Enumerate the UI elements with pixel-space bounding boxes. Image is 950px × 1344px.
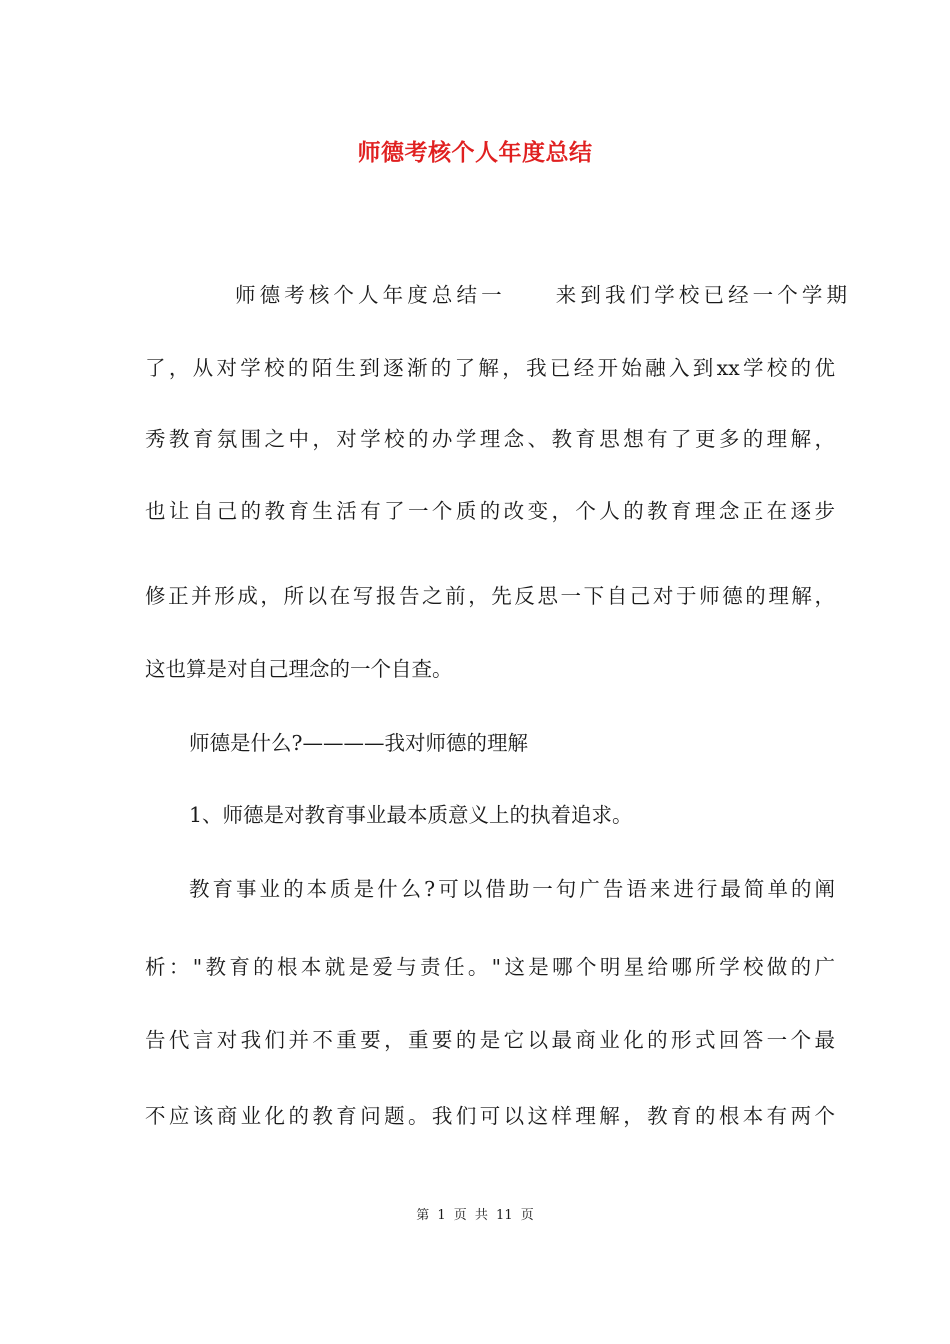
page-number: 第 1 页 共 11 页 [416,1208,534,1223]
paragraph-line-8: 告代言对我们并不重要，重要的是它以最商业化的形式回答一个最 [145,1028,835,1052]
paragraph-line-3: 也让自己的教育生活有了一个质的改变，个人的教育理念正在逐步 [145,499,835,523]
paragraph-line-1: 了，从对学校的陌生到逐渐的了解，我已经开始融入到xx学校的优 [145,356,835,380]
paragraph-line-6: 教育事业的本质是什么?可以借助一句广告语来进行最简单的阐 [189,877,835,901]
paragraph-line-2: 秀教育氛围之中，对学校的办学理念、教育思想有了更多的理解， [145,427,835,451]
document-title: 师德考核个人年度总结 [357,139,593,166]
section-heading: 师德是什么?————我对师德的理解 [189,731,528,755]
intro-heading: 师德考核个人年度总结一 [235,283,506,307]
paragraph-line-9: 不应该商业化的教育问题。我们可以这样理解，教育的根本有两个 [145,1104,835,1128]
intro-text: 来到我们学校已经一个学期 [551,283,847,307]
paragraph-line-4: 修正并形成，所以在写报告之前，先反思一下自己对于师德的理解， [145,584,835,608]
point-1: 1、师德是对教育事业最本质意义上的执着追求。 [189,803,633,827]
intro-line [145,280,847,310]
paragraph-line-7: 析："教育的根本就是爱与责任。"这是哪个明星给哪所学校做的广 [145,955,835,979]
paragraph-line-5: 这也算是对自己理念的一个自查。 [145,657,453,681]
